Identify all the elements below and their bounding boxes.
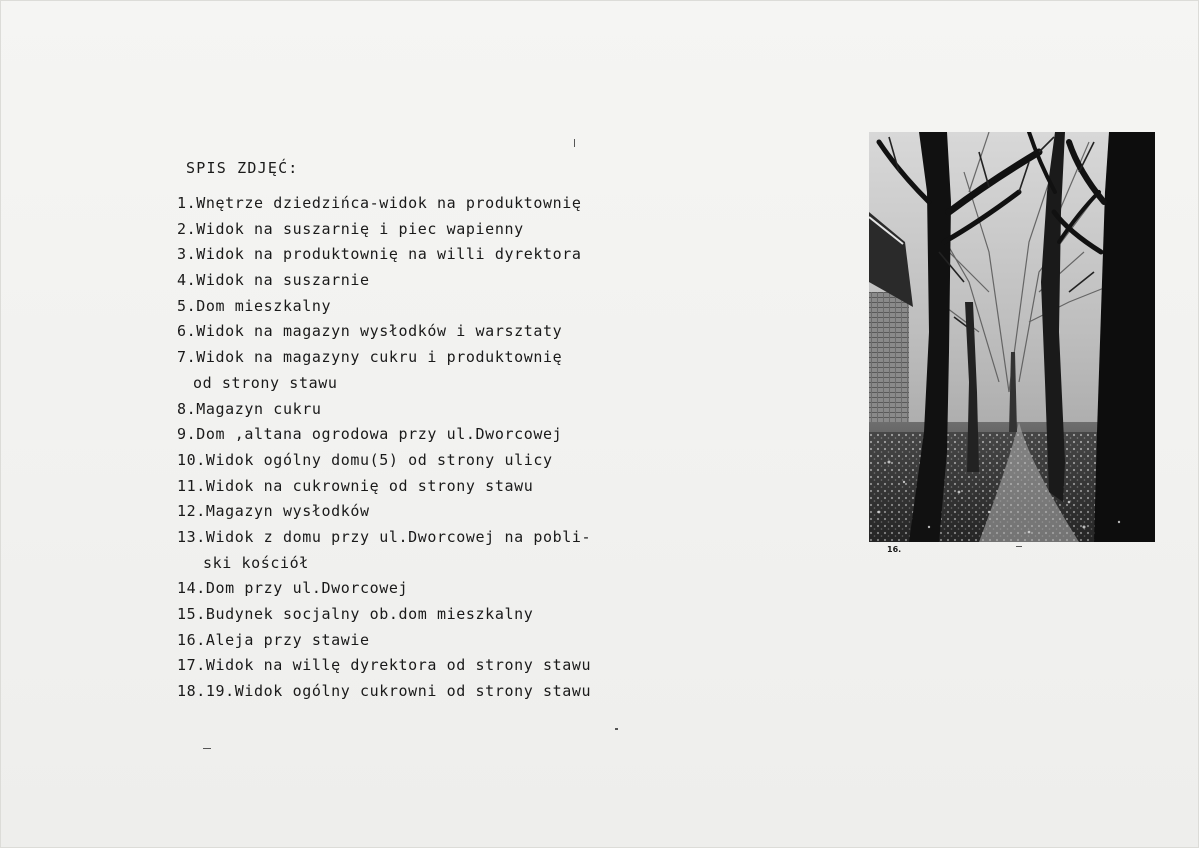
list-item: 2.Widok na suszarnię i piec wapienny <box>177 219 524 238</box>
list-item: 6.Widok na magazyn wysłodków i warsztaty <box>177 322 563 341</box>
list-item: 3.Widok na produktownię na willi dyrektora <box>177 245 582 264</box>
list-item: 5.Dom mieszkalny <box>177 296 332 315</box>
list-heading: SPIS ZDJĘĆ: <box>186 159 299 177</box>
list-item: 1.Wnętrze dziedzińca-widok na produktownię <box>177 194 582 212</box>
list-item: 8.Magazyn cukru <box>177 399 322 418</box>
list-item-continuation: ski kościół <box>203 553 309 572</box>
list-item: 11.Widok na cukrownię od strony stawu <box>177 476 534 495</box>
list-item: 18.19.Widok ogólny cukrowni od strony stawu <box>177 682 592 701</box>
scan-speck <box>574 139 575 147</box>
scan-speck <box>615 728 618 730</box>
list-item: 9.Dom ,altana ogrodowa przy ul.Dworcowej <box>177 425 563 444</box>
list-item-continuation: od strony stawu <box>193 373 338 392</box>
photo-list <box>177 191 637 705</box>
list-item: 13.Widok z domu przy ul.Dworcowej na pobli- <box>177 527 592 546</box>
tree-alley-photo <box>869 132 1155 542</box>
scan-speck <box>203 748 211 749</box>
list-item: 15.Budynek socjalny ob.dom mieszkalny <box>177 605 534 623</box>
list-item: 10.Widok ogólny domu(5) od strony ulicy <box>177 450 553 469</box>
list-item: 14.Dom przy ul.Dworcowej <box>177 579 409 598</box>
list-item: 4.Widok na suszarnie <box>177 271 370 290</box>
scan-speck <box>1016 546 1022 547</box>
list-item: 12.Magazyn wysłodków <box>177 502 370 521</box>
list-item: 16.Aleja przy stawie <box>177 630 370 649</box>
list-item: 17.Widok na willę dyrektora od strony stawu <box>177 656 592 675</box>
photo-caption: 16. <box>887 545 902 554</box>
list-item: 7.Widok na magazyny cukru i produktownię <box>177 348 563 367</box>
